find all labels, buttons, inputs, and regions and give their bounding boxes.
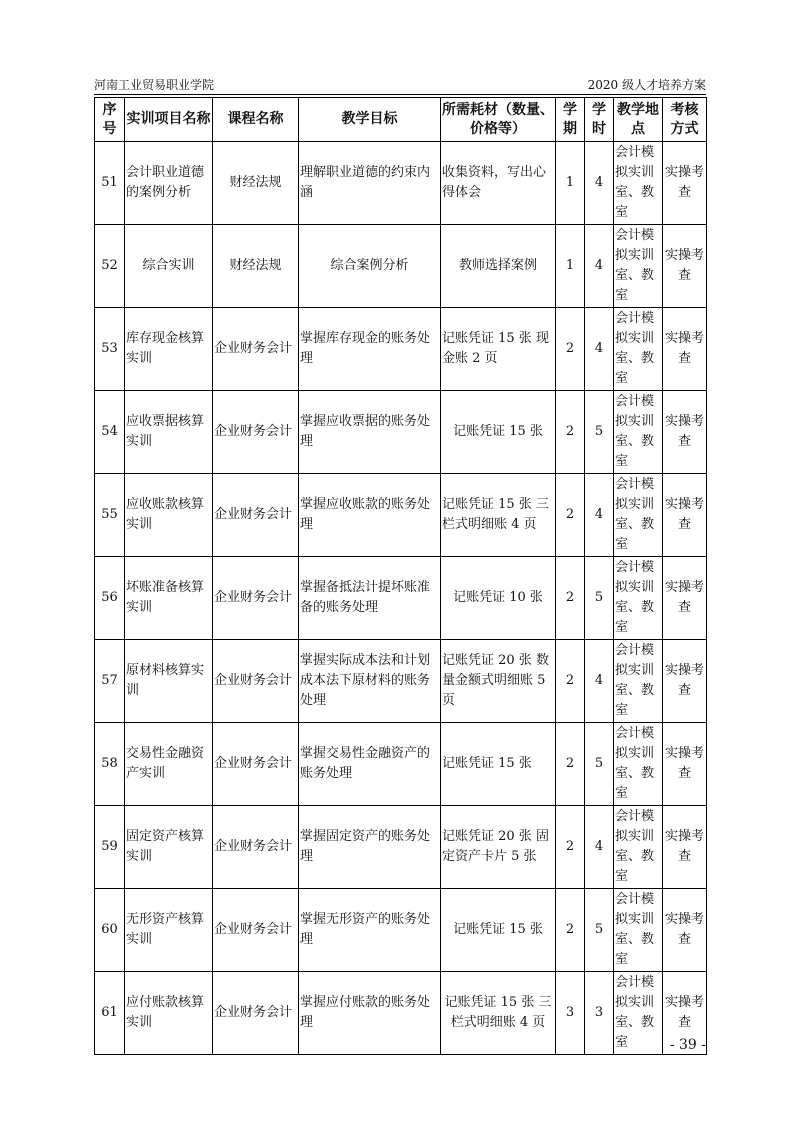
cell-goal: 掌握应收票据的账务处理 — [299, 391, 441, 474]
cell-exam: 实操考查 — [663, 640, 707, 723]
cell-term: 2 — [556, 557, 585, 640]
cell-exam: 实操考查 — [663, 806, 707, 889]
cell-no: 51 — [95, 142, 125, 225]
table-row — [95, 972, 707, 1055]
cell-no: 61 — [95, 972, 125, 1055]
cell-place: 会计模拟实训室、教室 — [614, 391, 663, 474]
cell-project: 坏账准备核算实训 — [125, 557, 213, 640]
col-header-term: 学期 — [556, 98, 585, 142]
cell-place: 会计模拟实训室、教室 — [614, 142, 663, 225]
cell-materials: 记账凭证 20 张 固定资产卡片 5 张 — [441, 806, 556, 889]
cell-goal: 掌握备抵法计提坏账准备的账务处理 — [299, 557, 441, 640]
cell-exam: 实操考查 — [663, 972, 707, 1055]
cell-materials: 记账凭证 15 张 三栏式明细账 4 页 — [441, 474, 556, 557]
cell-hours: 4 — [585, 474, 614, 557]
cell-goal: 掌握交易性金融资产的账务处理 — [299, 723, 441, 806]
table-row — [95, 225, 707, 308]
table-header-row — [95, 98, 707, 142]
cell-materials: 教师选择案例 — [441, 225, 556, 308]
col-header-goal: 教学目标 — [299, 98, 441, 142]
cell-term: 2 — [556, 474, 585, 557]
col-header-place: 教学地点 — [614, 98, 663, 142]
cell-materials: 记账凭证 15 张 三栏式明细账 4 页 — [441, 972, 556, 1055]
cell-exam: 实操考查 — [663, 723, 707, 806]
cell-place: 会计模拟实训室、教室 — [614, 806, 663, 889]
cell-hours: 4 — [585, 308, 614, 391]
cell-goal: 掌握应收账款的账务处理 — [299, 474, 441, 557]
cell-term: 2 — [556, 889, 585, 972]
table-row — [95, 474, 707, 557]
cell-place: 会计模拟实训室、教室 — [614, 557, 663, 640]
cell-hours: 5 — [585, 391, 614, 474]
cell-goal: 掌握库存现金的账务处理 — [299, 308, 441, 391]
cell-project: 库存现金核算实训 — [125, 308, 213, 391]
cell-materials: 记账凭证 15 张 — [441, 723, 556, 806]
cell-goal: 掌握固定资产的账务处理 — [299, 806, 441, 889]
cell-no: 57 — [95, 640, 125, 723]
cell-place: 会计模拟实训室、教室 — [614, 889, 663, 972]
cell-goal: 综合案例分析 — [299, 225, 441, 308]
cell-materials: 记账凭证 10 张 — [441, 557, 556, 640]
table-row — [95, 723, 707, 806]
cell-term: 1 — [556, 225, 585, 308]
cell-term: 2 — [556, 640, 585, 723]
cell-exam: 实操考查 — [663, 474, 707, 557]
col-header-no: 序号 — [95, 98, 125, 142]
cell-course: 企业财务会计 — [213, 308, 299, 391]
header-rule — [94, 94, 706, 95]
col-header-project: 实训项目名称 — [125, 98, 213, 142]
cell-term: 2 — [556, 806, 585, 889]
cell-course: 企业财务会计 — [213, 889, 299, 972]
cell-no: 54 — [95, 391, 125, 474]
cell-course: 企业财务会计 — [213, 806, 299, 889]
cell-hours: 4 — [585, 640, 614, 723]
cell-exam: 实操考查 — [663, 225, 707, 308]
cell-project: 应收票据核算实训 — [125, 391, 213, 474]
cell-no: 56 — [95, 557, 125, 640]
cell-course: 财经法规 — [213, 225, 299, 308]
table-row — [95, 308, 707, 391]
col-header-course: 课程名称 — [213, 98, 299, 142]
cell-course: 财经法规 — [213, 142, 299, 225]
cell-no: 60 — [95, 889, 125, 972]
cell-hours: 5 — [585, 723, 614, 806]
cell-no: 52 — [95, 225, 125, 308]
cell-goal: 掌握实际成本法和计划成本法下原材料的账务处理 — [299, 640, 441, 723]
cell-place: 会计模拟实训室、教室 — [614, 972, 663, 1055]
cell-course: 企业财务会计 — [213, 391, 299, 474]
col-header-materials: 所需耗材（数量、价格等） — [441, 98, 556, 142]
table-row — [95, 142, 707, 225]
cell-course: 企业财务会计 — [213, 723, 299, 806]
cell-goal: 掌握无形资产的账务处理 — [299, 889, 441, 972]
cell-project: 综合实训 — [125, 225, 213, 308]
cell-exam: 实操考查 — [663, 391, 707, 474]
training-table — [94, 97, 707, 1055]
page-header — [94, 76, 706, 94]
cell-course: 企业财务会计 — [213, 474, 299, 557]
page-number: - 39 - — [669, 1037, 706, 1053]
cell-exam: 实操考查 — [663, 308, 707, 391]
col-header-exam: 考核方式 — [663, 98, 707, 142]
cell-place: 会计模拟实训室、教室 — [614, 308, 663, 391]
cell-no: 55 — [95, 474, 125, 557]
cell-project: 会计职业道德的案例分析 — [125, 142, 213, 225]
table-row — [95, 889, 707, 972]
cell-hours: 5 — [585, 889, 614, 972]
cell-exam: 实操考查 — [663, 142, 707, 225]
cell-exam: 实操考查 — [663, 889, 707, 972]
col-header-hours: 学时 — [585, 98, 614, 142]
cell-place: 会计模拟实训室、教室 — [614, 474, 663, 557]
cell-project: 固定资产核算实训 — [125, 806, 213, 889]
cell-materials: 记账凭证 15 张 现金账 2 页 — [441, 308, 556, 391]
cell-hours: 5 — [585, 557, 614, 640]
cell-goal: 理解职业道德的约束内涵 — [299, 142, 441, 225]
cell-place: 会计模拟实训室、教室 — [614, 640, 663, 723]
header-doc-title: 2020 级人才培养方案 — [587, 78, 706, 92]
cell-materials: 记账凭证 15 张 — [441, 391, 556, 474]
cell-place: 会计模拟实训室、教室 — [614, 225, 663, 308]
cell-materials: 记账凭证 15 张 — [441, 889, 556, 972]
cell-project: 无形资产核算实训 — [125, 889, 213, 972]
cell-place: 会计模拟实训室、教室 — [614, 723, 663, 806]
cell-no: 58 — [95, 723, 125, 806]
cell-no: 59 — [95, 806, 125, 889]
cell-goal: 掌握应付账款的账务处理 — [299, 972, 441, 1055]
cell-project: 交易性金融资产实训 — [125, 723, 213, 806]
table-row — [95, 640, 707, 723]
table-row — [95, 391, 707, 474]
header-school: 河南工业贸易职业学院 — [94, 78, 215, 92]
cell-term: 2 — [556, 723, 585, 806]
cell-hours: 3 — [585, 972, 614, 1055]
cell-term: 3 — [556, 972, 585, 1055]
cell-course: 企业财务会计 — [213, 557, 299, 640]
cell-project: 应收账款核算实训 — [125, 474, 213, 557]
cell-materials: 收集资料，写出心得体会 — [441, 142, 556, 225]
cell-project: 原材料核算实训 — [125, 640, 213, 723]
cell-hours: 4 — [585, 142, 614, 225]
cell-no: 53 — [95, 308, 125, 391]
cell-project: 应付账款核算实训 — [125, 972, 213, 1055]
cell-hours: 4 — [585, 225, 614, 308]
cell-hours: 4 — [585, 806, 614, 889]
table-row — [95, 806, 707, 889]
cell-course: 企业财务会计 — [213, 972, 299, 1055]
cell-course: 企业财务会计 — [213, 640, 299, 723]
table-row — [95, 557, 707, 640]
cell-term: 1 — [556, 142, 585, 225]
cell-exam: 实操考查 — [663, 557, 707, 640]
cell-term: 2 — [556, 308, 585, 391]
cell-term: 2 — [556, 391, 585, 474]
cell-materials: 记账凭证 20 张 数量金额式明细账 5 页 — [441, 640, 556, 723]
